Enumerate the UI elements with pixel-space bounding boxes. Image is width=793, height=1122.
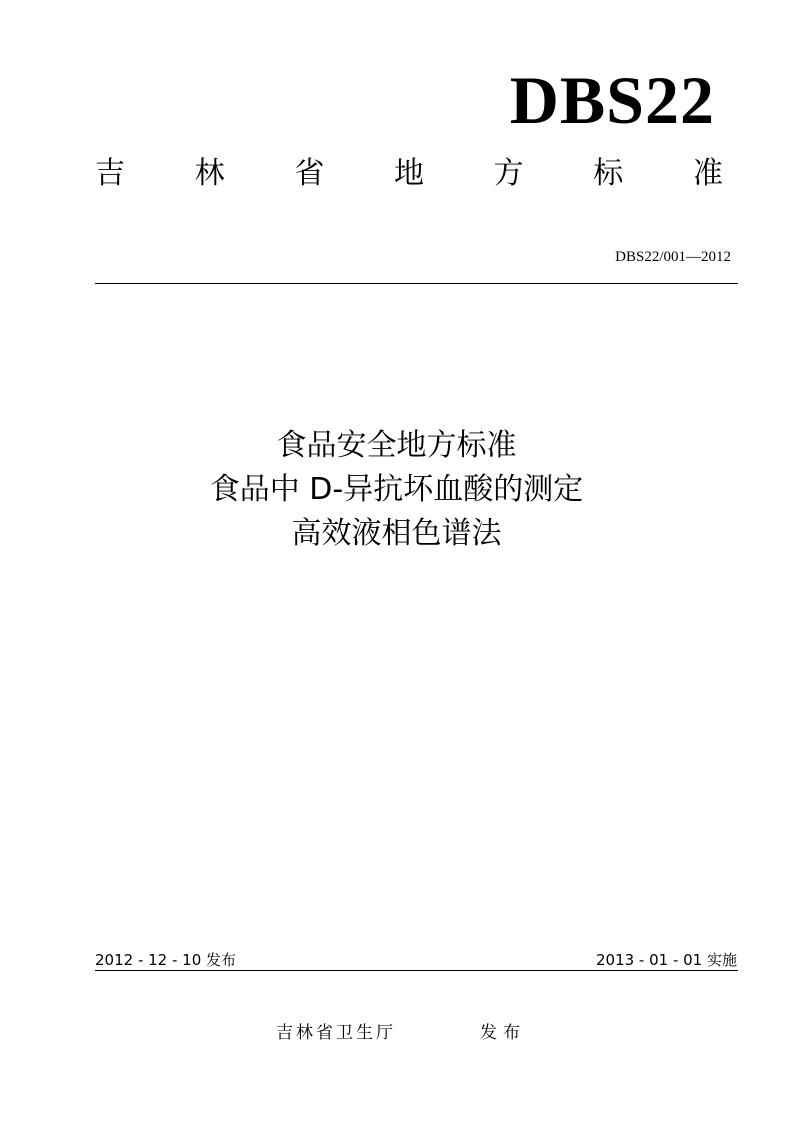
standard-number: DBS22/001—2012 [615,249,731,265]
implementation-date: 2013 - 01 - 01 实施 [595,951,737,969]
header-divider [95,283,738,284]
issue-label: 发布 [480,1023,526,1043]
document-title [0,424,793,556]
footer-divider [95,970,738,971]
standard-type-char: 标 [593,156,624,191]
title-line-2: 食品中 D-异抗坏血酸的测定 [209,472,584,507]
standard-type-char: 地 [393,156,424,191]
issuing-authority: 吉林省卫生厅 [276,1023,396,1043]
release-date: 2012 - 12 - 10 发布 [95,951,237,969]
standard-type-char: 林 [194,156,225,191]
standard-type-char: 省 [294,156,325,191]
title-line-3: 高效液相色谱法 [291,516,502,551]
standard-type-heading [95,154,723,194]
standard-code-logo: DBS22 [509,62,715,138]
standard-type-char: 准 [692,156,723,191]
standard-type-char: 方 [493,156,524,191]
standard-type-char: 吉 [95,156,125,191]
title-line-1: 食品安全地方标准 [276,428,517,463]
